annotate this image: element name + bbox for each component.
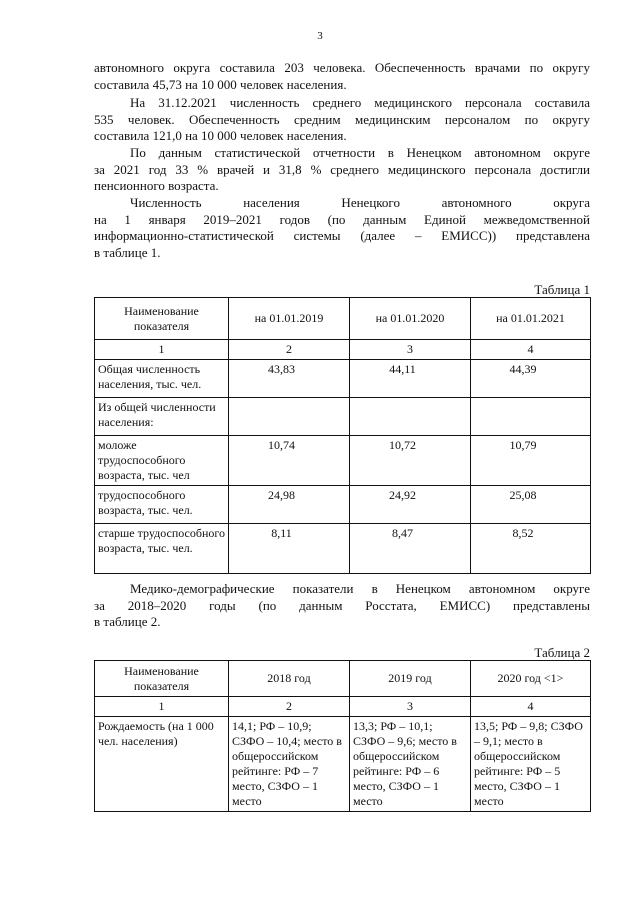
column-number: 3 [350,340,471,360]
row-label: старше трудоспособного возраста, тыс. чел. [95,524,229,574]
table-cell: 10,79 [471,436,591,486]
table-row [95,398,591,436]
paragraph-nurses [94,95,590,145]
text-line: в таблице 1. [94,244,161,260]
text-line: Медико-демографические показатели в Ненецком автономном округе [130,581,590,596]
text-line: составила 45,73 на 10 000 человек населения. [94,76,347,92]
table-cell: 8,47 [350,524,471,574]
column-number: 4 [471,697,591,717]
table-cell: 24,92 [350,486,471,524]
table-header-cell: 2020 год <1> [471,661,591,697]
column-number: 3 [350,697,471,717]
text-line: На 31.12.2021 численность среднего медицинского персонала составила [130,95,590,110]
text-line: в таблице 2. [94,614,161,629]
text-line: за 2021 год 33 % врачей и 31,8 % среднего медицинского персонала достигли [94,161,590,177]
text-line: 535 человек. Обеспеченность средним медицинским персоналом по округу [94,111,590,127]
page-number: 3 [317,30,323,42]
table-row [95,486,591,524]
text-line: на 1 января 2019–2021 годов (по данным Единой межведомственной [94,211,590,227]
table-cell: 24,98 [229,486,350,524]
text-line: за 2018–2020 годы (по данным Росстата, ЕМИСС) представлены [94,597,590,613]
table-cell [471,398,591,436]
table-header-cell: Наименование показателя [95,298,229,340]
paragraph-doctors [94,60,590,93]
table2-caption: Таблица 2 [534,645,590,660]
table-cell: 8,11 [229,524,350,574]
table-row [95,436,591,486]
table-row [95,524,591,574]
text-line: автономного округа составила 203 человека. Обеспеченность врачами по округу [94,60,590,75]
row-label: моложе трудоспособного возраста, тыс. чел [95,436,229,486]
column-number: 4 [471,340,591,360]
column-number: 2 [229,697,350,717]
paragraph-demography [94,581,590,631]
table-row [95,717,591,812]
text-line: информационно-статистической системы (далее – ЕМИСС)) представлена [94,228,590,243]
row-label: трудоспособного возраста, тыс. чел. [95,486,229,524]
paragraph-retirement [94,145,590,195]
column-number: 1 [95,340,229,360]
table-header-cell: 2018 год [229,661,350,697]
table-cell: 10,74 [229,436,350,486]
table-cell: 13,5; РФ – 9,8; СЗФО – 9,1; место в общероссийском рейтинге: РФ – 5 место, СЗФО – 1 место [471,717,591,812]
text-line: По данным статистической отчетности в Ненецком автономном округе [130,145,590,160]
column-number: 2 [229,340,350,360]
table-cell [350,398,471,436]
row-label: Из общей численности населения: [95,398,229,436]
table-cell: 43,83 [229,360,350,398]
row-label: Рождаемость (на 1 000 чел. населения) [95,717,229,812]
paragraph-population [94,195,590,261]
table-demography [94,660,591,812]
table-cell: 8,52 [471,524,591,574]
table-header-cell: на 01.01.2019 [229,298,350,340]
table-cell: 25,08 [471,486,591,524]
table-cell: 13,3; РФ – 10,1; СЗФО – 9,6; место в общероссийском рейтинге: РФ – 6 место, СЗФО – 1 место [350,717,471,812]
table-cell: 10,72 [350,436,471,486]
text-line: Численность населения Ненецкого автономного округа [130,195,590,210]
table-header-cell: 2019 год [350,661,471,697]
table-header-cell: на 01.01.2020 [350,298,471,340]
table-cell: 44,39 [471,360,591,398]
text-line: пенсионного возраста. [94,178,219,193]
table-cell: 14,1; РФ – 10,9; СЗФО – 10,4; место в общероссийском рейтинге: РФ – 7 место, СЗФО – 1 место [229,717,350,812]
column-number: 1 [95,697,229,717]
table-row [95,360,591,398]
table-header-cell: на 01.01.2021 [471,298,591,340]
table-cell: 44,11 [350,360,471,398]
table1-caption: Таблица 1 [534,282,590,297]
table-population [94,297,591,574]
table-cell [229,398,350,436]
row-label: Общая численность населения, тыс. чел. [95,360,229,398]
text-line: составила 121,0 на 10 000 человек населения. [94,128,347,143]
table-header-cell: Наименование показателя [95,661,229,697]
